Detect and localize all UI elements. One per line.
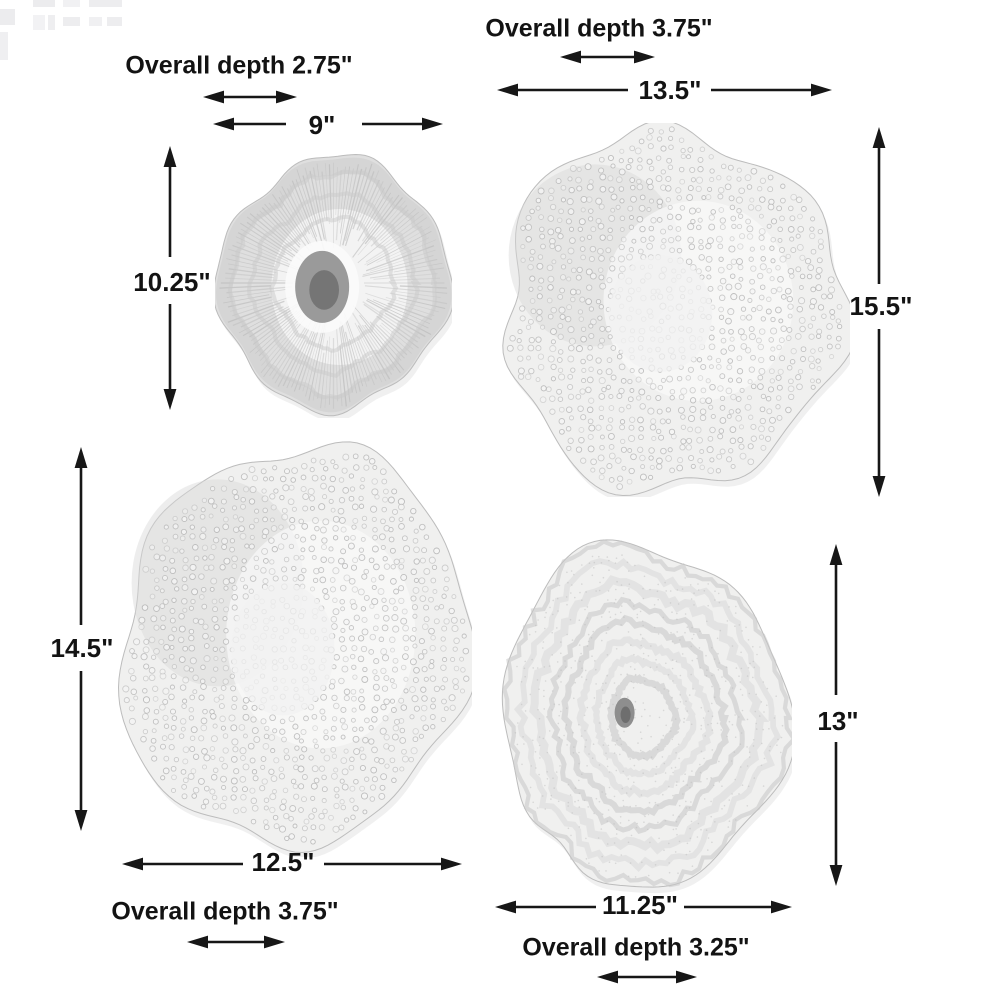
- corner-artifact-block: [107, 17, 122, 26]
- height-label-top-left: 10.25": [133, 267, 211, 297]
- height-arrow-bottom-bottom-right: [830, 742, 843, 886]
- width-label-bottom-right: 11.25": [602, 890, 678, 920]
- height-label-bottom-right: 13": [817, 706, 859, 736]
- corner-artifact-block: [63, 0, 80, 7]
- depth-arrow-bottom-left: [187, 936, 285, 949]
- width-arrow-left-top-right: [497, 84, 628, 97]
- coral-image-bottom-right: [492, 538, 792, 898]
- width-arrow-right-bottom-right: [684, 901, 792, 914]
- height-label-top-right: 15.5": [849, 291, 913, 321]
- height-label-bottom-left: 14.5": [50, 633, 114, 663]
- width-label-top-left: 9": [308, 110, 336, 140]
- width-arrow-right-top-left: [362, 118, 443, 131]
- corner-artifact-block: [0, 9, 15, 25]
- coral-image-top-right: [495, 123, 850, 497]
- height-arrow-top-top-right: [873, 127, 886, 284]
- corner-artifact-block: [48, 15, 55, 30]
- depth-arrow-bottom-right: [597, 971, 697, 984]
- coral-image-top-left: [215, 148, 452, 418]
- corner-artifact-block: [33, 15, 45, 30]
- depth-label-bottom-left: Overall depth 3.75": [111, 897, 339, 926]
- width-label-bottom-left: 12.5": [251, 847, 315, 877]
- height-arrow-top-top-left: [164, 146, 177, 257]
- width-arrow-left-bottom-left: [122, 858, 243, 871]
- depth-label-top-right: Overall depth 3.75": [485, 14, 713, 43]
- coral-image-bottom-left: [118, 433, 472, 857]
- height-arrow-bottom-top-right: [873, 329, 886, 497]
- depth-label-top-left: Overall depth 2.75": [125, 51, 353, 80]
- height-arrow-top-bottom-left: [75, 447, 88, 625]
- corner-artifact-block: [89, 0, 122, 7]
- height-arrow-bottom-top-left: [164, 304, 177, 410]
- height-arrow-top-bottom-right: [830, 544, 843, 695]
- corner-artifact-block: [33, 0, 55, 7]
- corner-artifact-block: [63, 17, 80, 26]
- width-arrow-right-top-right: [711, 84, 832, 97]
- corner-artifact-block: [0, 32, 8, 60]
- depth-arrow-top-left: [203, 91, 297, 104]
- depth-label-bottom-right: Overall depth 3.25": [522, 933, 750, 962]
- width-arrow-left-bottom-right: [495, 901, 596, 914]
- depth-arrow-top-right: [560, 51, 655, 64]
- width-arrow-right-bottom-left: [324, 858, 462, 871]
- height-arrow-bottom-bottom-left: [75, 671, 88, 831]
- width-label-top-right: 13.5": [638, 75, 702, 105]
- corner-artifact-block: [89, 17, 102, 26]
- width-arrow-left-top-left: [213, 118, 286, 131]
